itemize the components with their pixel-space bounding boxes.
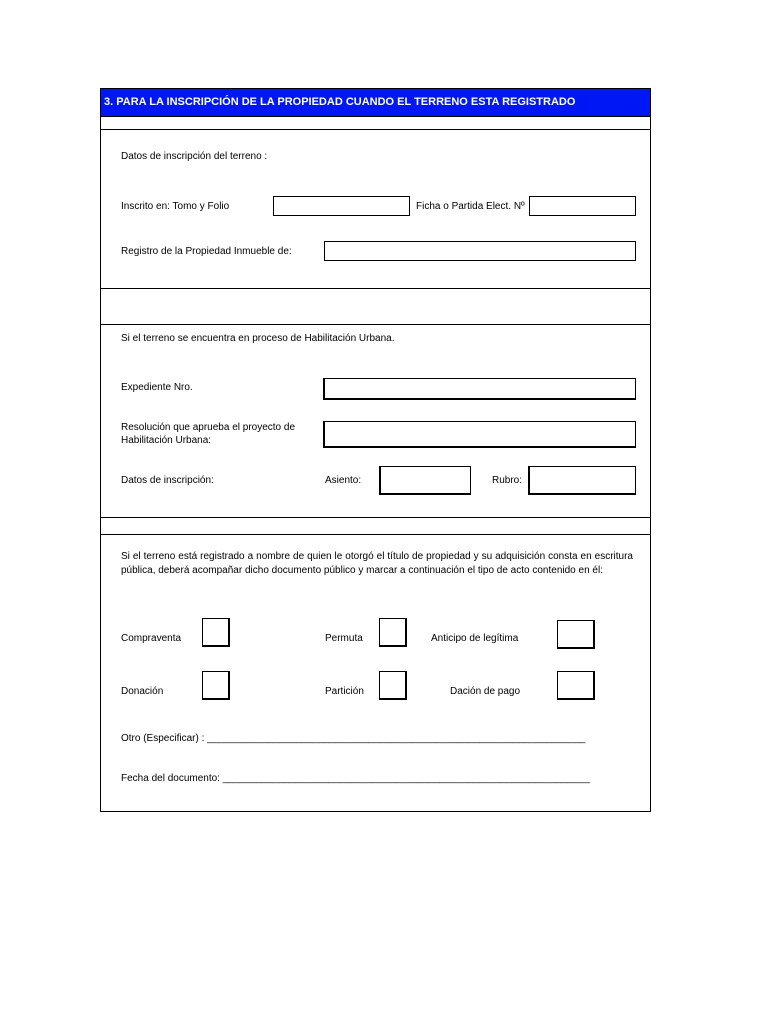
- asiento-label: Asiento:: [325, 475, 362, 486]
- divider: [101, 324, 650, 325]
- divider: [101, 116, 650, 117]
- anticipo-checkbox[interactable]: [557, 620, 595, 649]
- resolucion-label-line1: Resolución que aprueba el proyecto de: [121, 422, 296, 433]
- permuta-label: Permuta: [325, 633, 363, 644]
- section2-intro: Si el terreno se encuentra en proceso de Habilitación Urbana.: [121, 333, 395, 344]
- resolucion-label-line2: Habilitación Urbana:: [121, 435, 212, 446]
- section1-intro: Datos de inscripción del terreno :: [121, 151, 268, 162]
- registration-form: [100, 88, 651, 812]
- divider: [101, 517, 650, 518]
- asiento-field[interactable]: [379, 466, 471, 495]
- divider: [101, 534, 650, 535]
- tomo-folio-label: Inscrito en: Tomo y Folio: [121, 201, 230, 212]
- ficha-partida-field[interactable]: [529, 196, 636, 216]
- expediente-label: Expediente Nro.: [121, 382, 193, 393]
- datos-inscripcion-label: Datos de inscripción:: [121, 475, 214, 486]
- compraventa-label: Compraventa: [121, 633, 182, 644]
- particion-checkbox[interactable]: [379, 671, 407, 700]
- divider: [101, 129, 650, 130]
- registro-propiedad-label: Registro de la Propiedad Inmueble de:: [121, 246, 292, 257]
- registro-propiedad-field[interactable]: [324, 241, 636, 261]
- fecha-documento-line[interactable]: Fecha del documento: __________________________________________________________________: [121, 773, 590, 784]
- otro-especificar-line[interactable]: Otro (Especificar) : ____________________________________________________________________: [121, 733, 586, 744]
- resolucion-field[interactable]: [323, 421, 636, 448]
- anticipo-label: Anticipo de legítima: [431, 633, 519, 644]
- particion-label: Partición: [325, 686, 364, 697]
- permuta-checkbox[interactable]: [379, 618, 407, 647]
- section-header: 3. PARA LA INSCRIPCIÓN DE LA PROPIEDAD CUANDO EL TERRENO ESTA REGISTRADO: [101, 89, 650, 116]
- expediente-field[interactable]: [323, 378, 636, 400]
- rubro-field[interactable]: [528, 466, 636, 495]
- divider: [101, 288, 650, 289]
- section3-instructions: Si el terreno está registrado a nombre de quien le otorgó el título de propiedad y su adquisición consta en escritura pública, deberá acompañar dicho documento público y marcar a continuación el tipo de acto contenido en él:: [121, 551, 633, 576]
- tomo-folio-field[interactable]: [273, 196, 410, 216]
- dacion-label: Dación de pago: [450, 686, 521, 697]
- dacion-checkbox[interactable]: [557, 671, 595, 700]
- rubro-label: Rubro:: [492, 475, 523, 486]
- donacion-label: Donación: [121, 686, 164, 697]
- donacion-checkbox[interactable]: [202, 671, 230, 700]
- compraventa-checkbox[interactable]: [202, 618, 230, 647]
- ficha-partida-label: Ficha o Partida Elect. Nº: [416, 201, 525, 212]
